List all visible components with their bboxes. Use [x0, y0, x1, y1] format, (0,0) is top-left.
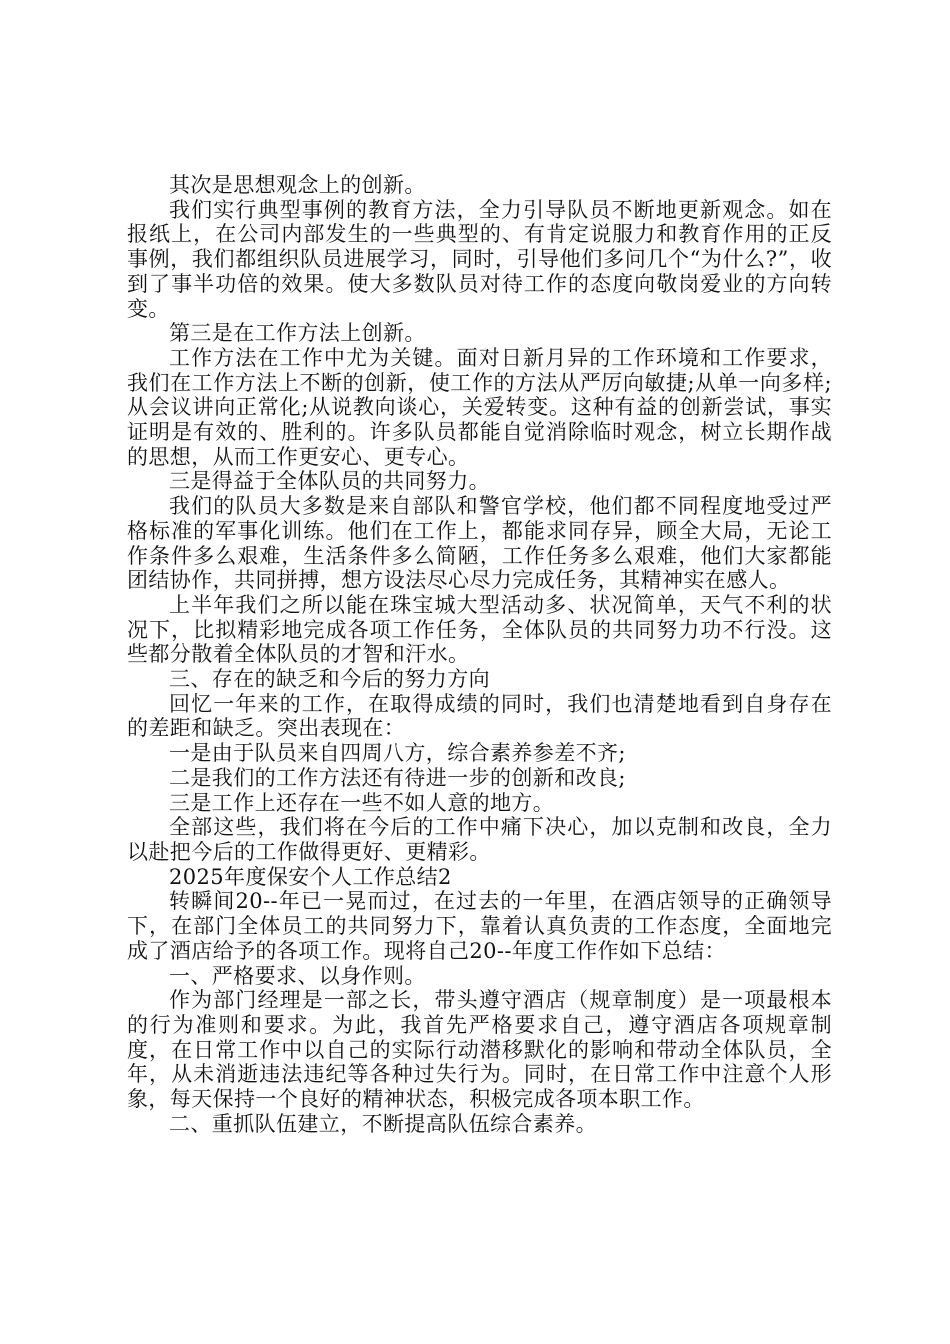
section-heading-strict-requirements: 一、严格要求、以身作则。	[169, 963, 426, 988]
paragraph-manager-role: 作为部门经理是一部之长，带头遵守酒店（规章制度）是一项最根本的行为准则和要求。为此，我首先严格要求自己，遵守酒店各项规章制度，在日常工作中以自己的实际行动潜移默化的影响和带动全体队员，全年，从未消逝违法违纪等各种过失行为。同时，在日常工作中注意个人形象，每天保持一个良好的精神状态，积极完成各项本职工作。	[127, 988, 832, 1112]
document-body	[127, 173, 832, 1136]
section-heading-team-building: 二、重抓队伍建立，不断提高队伍综合素养。	[169, 1111, 597, 1136]
document-title-2: 2025年度保安个人工作总结2	[169, 864, 452, 889]
paragraph-work-method-heading: 第三是在工作方法上创新。	[169, 321, 426, 346]
list-item-shortcoming-1: 一是由于队员来自四周八方，综合素养参差不齐;	[169, 741, 626, 766]
paragraph-team-background: 我们的队员大多数是来自部队和警官学校，他们都不同程度地受过严格标准的军事化训练。他们在工作上，都能求同存异，顾全大局，无论工作条件多么艰难，生活条件多么简陋，工作任务多么艰难，他们大家都能团结协作，共同拼搏，想方设法尽心尽力完成任务，其精神实在感人。	[127, 494, 832, 593]
paragraph-team-effort-heading: 三是得益于全体队员的共同努力。	[169, 469, 490, 494]
section-heading-shortcomings: 三、存在的缺乏和今后的努力方向	[169, 667, 490, 692]
paragraph-year-intro: 转瞬间20--年已一晃而过，在过去的一年里，在酒店领导的正确领导下，在部门全体员工的共同努力下，靠着认真负责的工作态度，全面地完成了酒店给予的各项工作。现将自己20--年度工作作如下总结：	[127, 889, 832, 963]
paragraph-half-year-summary: 上半年我们之所以能在珠宝城大型活动多、状况简单，天气不利的状况下，比拟精彩地完成各项工作任务，全体队员的共同努力功不行没。这些都分散着全体队员的才智和汗水。	[127, 592, 832, 667]
list-item-shortcoming-3: 三是工作上还存在一些不如人意的地方。	[169, 790, 555, 815]
paragraph-resolution: 全部这些，我们将在今后的工作中痛下决心，加以克制和改良，全力以赴把今后的工作做得更好、更精彩。	[127, 815, 832, 864]
paragraph-education-method: 我们实行典型事例的教育方法，全力引导队员不断地更新观念。如在报纸上，在公司内部发生的一些典型的、有肯定说服力和教育作用的正反事例，我们都组织队员进展学习，同时，引导他们多问几个“为什么?”，收到了事半功倍的效果。使大多数队员对待工作的态度向敬岗爱业的方向转变。	[127, 197, 832, 321]
paragraph-review: 回忆一年来的工作，在取得成绩的同时，我们也清楚地看到自身存在的差距和缺乏。突出表现在：	[127, 691, 832, 741]
paragraph-innovation-thinking-heading: 其次是思想观念上的创新。	[169, 173, 426, 197]
paragraph-work-method: 工作方法在工作中尤为关键。面对日新月异的工作环境和工作要求，我们在工作方法上不断的创新，使工作的方法从严厉向敏捷;从单一向多样;从会议讲向正常化;从说教向谈心，关爱转变。这种有益的创新尝试，事实证明是有效的、胜利的。许多队员都能自觉消除临时观念，树立长期作战的思想，从而工作更安心、更专心。	[127, 345, 832, 469]
list-item-shortcoming-2: 二是我们的工作方法还有待进一步的创新和改良;	[169, 765, 626, 790]
